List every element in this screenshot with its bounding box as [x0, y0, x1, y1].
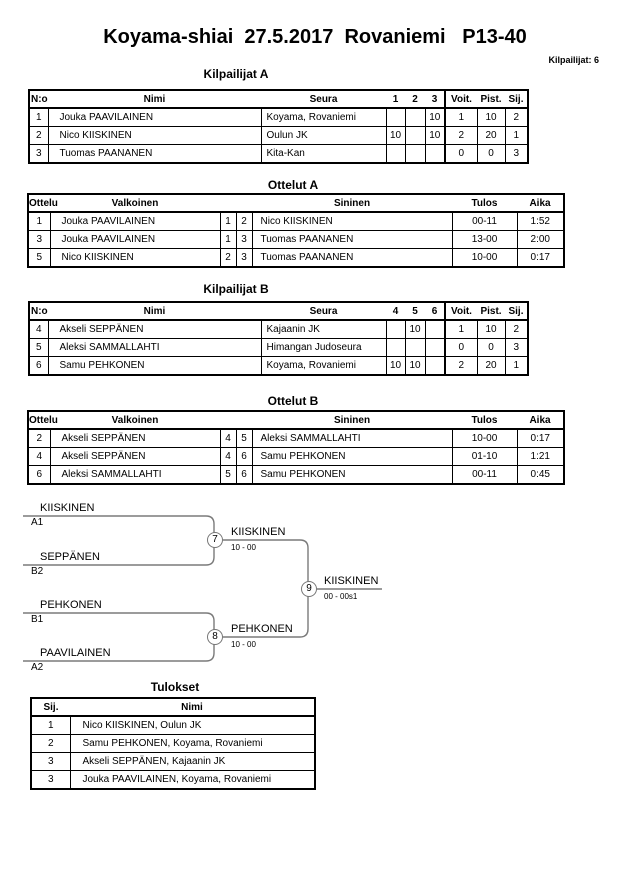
section-heading-kilpailijat-b: Kilpailijat B	[203, 282, 269, 296]
column-header: Ottelu	[28, 194, 50, 212]
table-cell: Samu PEHKONEN	[48, 357, 261, 376]
table-row	[29, 320, 528, 339]
table-row	[31, 753, 315, 771]
table-cell: Jouka PAAVILAINEN	[48, 108, 261, 127]
column-header: Ottelu	[28, 411, 50, 429]
table-row	[29, 108, 528, 127]
table-cell: 1:21	[517, 448, 564, 466]
table-cell: 1	[220, 231, 236, 249]
table-cell: 5	[220, 466, 236, 485]
table-cell: 13-00	[452, 231, 517, 249]
table-cell: Tuomas PAANANEN	[252, 231, 452, 249]
table-cell: 10	[477, 108, 505, 127]
table-row	[28, 249, 564, 268]
column-header: Sininen	[252, 194, 452, 212]
column-header: Seura	[261, 90, 386, 108]
table-row	[28, 212, 564, 231]
competitors-table-a	[28, 89, 529, 164]
table-cell: 10	[425, 108, 445, 127]
table-cell: 2	[28, 429, 50, 448]
table-cell: Koyama, Rovaniemi	[261, 357, 386, 376]
table-cell: 01-10	[452, 448, 517, 466]
table-cell: 2	[505, 320, 528, 339]
column-header: Nimi	[70, 698, 315, 716]
table-cell: Samu PEHKONEN	[252, 466, 452, 485]
table-cell: Samu PEHKONEN	[252, 448, 452, 466]
competitors-table-b	[28, 301, 529, 376]
table-cell: 1	[505, 357, 528, 376]
column-header: Sininen	[252, 411, 452, 429]
table-cell: 10	[386, 357, 405, 376]
table-cell: 10	[405, 320, 425, 339]
column-header: 1	[386, 90, 405, 108]
header-row	[29, 302, 528, 320]
table-cell: 10	[386, 127, 405, 145]
table-cell: 00-11	[452, 212, 517, 231]
table-row	[28, 231, 564, 249]
table-cell: 2	[220, 249, 236, 268]
table-cell: Aleksi SAMMALLAHTI	[50, 466, 220, 485]
column-header: 6	[425, 302, 445, 320]
column-header: Sij.	[505, 90, 528, 108]
section-heading-kilpailijat-a: Kilpailijat A	[203, 67, 269, 81]
column-header: Pist.	[477, 90, 505, 108]
results-table	[30, 697, 316, 790]
table-cell: Koyama, Rovaniemi	[261, 108, 386, 127]
table-cell: Aleksi SAMMALLAHTI	[252, 429, 452, 448]
table-cell: 4	[220, 429, 236, 448]
column-header	[236, 194, 252, 212]
match-winner-name: KIISKINEN	[231, 526, 286, 538]
bracket-seed-label: B1	[31, 614, 44, 625]
column-header: Aika	[517, 194, 564, 212]
bracket-slot-name: KIISKINEN	[40, 502, 95, 514]
table-cell: 2	[445, 127, 477, 145]
column-header: N:o	[29, 302, 48, 320]
table-cell	[425, 145, 445, 164]
table-cell: 6	[236, 466, 252, 485]
column-header: Tulos	[452, 194, 517, 212]
table-cell: 6	[236, 448, 252, 466]
table-cell: 1	[445, 320, 477, 339]
table-cell: Nico KIISKINEN, Oulun JK	[70, 716, 315, 735]
match-score: 00 - 00s1	[324, 592, 358, 601]
table-cell: 1	[505, 127, 528, 145]
table-cell: 3	[31, 771, 70, 790]
table-cell: 3	[31, 753, 70, 771]
table-cell	[386, 145, 405, 164]
table-row	[28, 448, 564, 466]
table-cell: Tuomas PAANANEN	[48, 145, 261, 164]
column-header: 4	[386, 302, 405, 320]
participants-count: Kilpailijat: 6	[548, 55, 599, 65]
table-cell: 3	[29, 145, 48, 164]
table-cell: 3	[236, 249, 252, 268]
column-header: Sij.	[505, 302, 528, 320]
table-cell: 0:45	[517, 466, 564, 485]
table-cell: Akseli SEPPÄNEN	[50, 448, 220, 466]
match-winner-name: KIISKINEN	[324, 575, 379, 587]
column-header: N:o	[29, 90, 48, 108]
bracket-seed-label: B2	[31, 566, 44, 577]
table-cell: 0:17	[517, 429, 564, 448]
column-header: Sij.	[31, 698, 70, 716]
column-header: Nimi	[48, 90, 261, 108]
table-row	[29, 127, 528, 145]
bracket-seed-label: A1	[31, 517, 44, 528]
table-cell: 10-00	[452, 429, 517, 448]
bracket-slot-name: PAAVILAINEN	[40, 647, 111, 659]
table-cell	[425, 357, 445, 376]
table-cell: Jouka PAAVILAINEN	[50, 231, 220, 249]
table-cell: Kita-Kan	[261, 145, 386, 164]
match-score: 10 - 00	[231, 543, 256, 552]
table-cell	[425, 320, 445, 339]
table-cell: 1	[445, 108, 477, 127]
table-cell: 5	[29, 339, 48, 357]
table-cell: 3	[505, 339, 528, 357]
table-cell	[405, 108, 425, 127]
table-cell: Nico KIISKINEN	[48, 127, 261, 145]
table-cell: 3	[505, 145, 528, 164]
table-cell: 4	[29, 320, 48, 339]
bracket-seed-label: A2	[31, 662, 44, 673]
table-cell: Akseli SEPPÄNEN, Kajaanin JK	[70, 753, 315, 771]
table-cell: 1	[28, 212, 50, 231]
table-cell: 0	[445, 339, 477, 357]
header-row	[28, 194, 564, 212]
match-winner-name: PEHKONEN	[231, 623, 293, 635]
bracket-slot-name: SEPPÄNEN	[40, 551, 100, 563]
table-cell: 1:52	[517, 212, 564, 231]
column-header: Seura	[261, 302, 386, 320]
table-row	[31, 716, 315, 735]
page-title: Koyama-shiai 27.5.2017 Rovaniemi P13-40	[103, 26, 527, 48]
match-score: 10 - 00	[231, 640, 256, 649]
table-cell: 5	[28, 249, 50, 268]
table-row	[31, 735, 315, 753]
column-header	[220, 411, 236, 429]
table-row	[29, 145, 528, 164]
table-cell: Himangan Judoseura	[261, 339, 386, 357]
match-number-circle: 9	[301, 581, 317, 597]
table-cell: 3	[28, 231, 50, 249]
table-cell: Jouka PAAVILAINEN	[50, 212, 220, 231]
match-number-circle: 8	[207, 629, 223, 645]
table-cell: 4	[28, 448, 50, 466]
matches-table-a	[27, 193, 565, 268]
table-cell: 2	[445, 357, 477, 376]
table-cell: 2:00	[517, 231, 564, 249]
table-cell: 2	[29, 127, 48, 145]
column-header: Aika	[517, 411, 564, 429]
table-cell: 20	[477, 357, 505, 376]
table-cell: 0	[445, 145, 477, 164]
table-cell: Jouka PAAVILAINEN, Koyama, Rovaniemi	[70, 771, 315, 790]
table-cell: 1	[31, 716, 70, 735]
table-cell: 0	[477, 339, 505, 357]
section-heading-ottelut-b: Ottelut B	[267, 394, 319, 408]
table-cell: 4	[220, 448, 236, 466]
table-cell: 6	[28, 466, 50, 485]
table-cell: Nico KIISKINEN	[50, 249, 220, 268]
table-row	[31, 771, 315, 790]
table-cell: 5	[236, 429, 252, 448]
table-cell	[405, 339, 425, 357]
table-cell: Aleksi SAMMALLAHTI	[48, 339, 261, 357]
table-cell: 3	[236, 231, 252, 249]
table-cell: Akseli SEPPÄNEN	[50, 429, 220, 448]
table-cell: Oulun JK	[261, 127, 386, 145]
column-header: Pist.	[477, 302, 505, 320]
match-number-circle: 7	[207, 532, 223, 548]
column-header	[236, 411, 252, 429]
table-cell: 2	[505, 108, 528, 127]
column-header: Tulos	[452, 411, 517, 429]
table-cell: 10	[425, 127, 445, 145]
header-row	[29, 90, 528, 108]
bracket-slot-name: PEHKONEN	[40, 599, 102, 611]
section-heading-tulokset: Tulokset	[150, 680, 200, 694]
section-heading-ottelut-a: Ottelut A	[267, 178, 319, 192]
table-cell: 2	[31, 735, 70, 753]
table-cell	[386, 339, 405, 357]
column-header: Voit.	[445, 90, 477, 108]
table-row	[29, 357, 528, 376]
table-cell: 1	[220, 212, 236, 231]
column-header: 2	[405, 90, 425, 108]
header-row	[28, 411, 564, 429]
table-cell	[425, 339, 445, 357]
table-cell	[386, 108, 405, 127]
table-cell: Kajaanin JK	[261, 320, 386, 339]
table-cell: 20	[477, 127, 505, 145]
matches-table-b	[27, 410, 565, 485]
column-header	[220, 194, 236, 212]
table-row	[28, 466, 564, 485]
table-cell: 10-00	[452, 249, 517, 268]
table-cell: Nico KIISKINEN	[252, 212, 452, 231]
table-cell: 10	[405, 357, 425, 376]
table-cell: Samu PEHKONEN, Koyama, Rovaniemi	[70, 735, 315, 753]
column-header: Valkoinen	[50, 194, 220, 212]
table-cell: Akseli SEPPÄNEN	[48, 320, 261, 339]
table-cell: 2	[236, 212, 252, 231]
table-cell	[405, 127, 425, 145]
column-header: Nimi	[48, 302, 261, 320]
table-cell	[405, 145, 425, 164]
column-header: Voit.	[445, 302, 477, 320]
table-row	[29, 339, 528, 357]
table-cell: 00-11	[452, 466, 517, 485]
table-cell: 10	[477, 320, 505, 339]
table-cell: Tuomas PAANANEN	[252, 249, 452, 268]
table-cell: 0	[477, 145, 505, 164]
table-cell	[386, 320, 405, 339]
table-cell: 6	[29, 357, 48, 376]
header-row	[31, 698, 315, 716]
column-header: Valkoinen	[50, 411, 220, 429]
table-row	[28, 429, 564, 448]
column-header: 3	[425, 90, 445, 108]
table-cell: 1	[29, 108, 48, 127]
table-cell: 0:17	[517, 249, 564, 268]
column-header: 5	[405, 302, 425, 320]
